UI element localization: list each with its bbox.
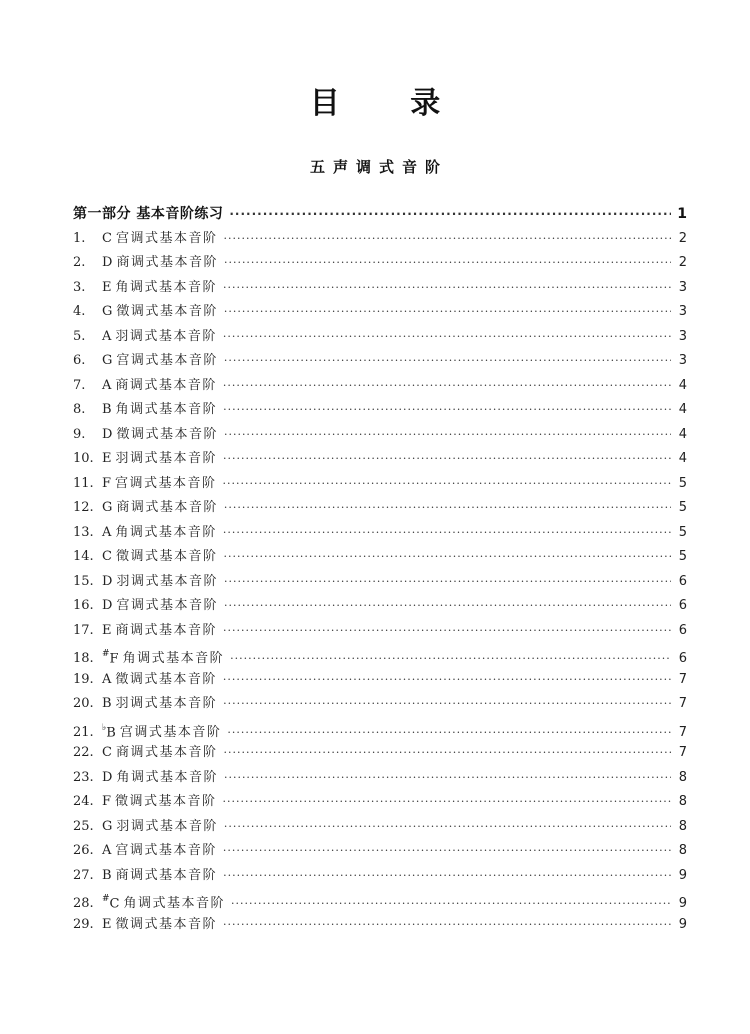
table-of-contents bbox=[73, 202, 687, 937]
toc-entry-number: 15. bbox=[73, 573, 94, 589]
toc-entry-number: 2. bbox=[73, 255, 86, 270]
toc-entry-number: 6. bbox=[73, 353, 86, 368]
toc-entry-label: 宫调式基本音阶 bbox=[119, 724, 222, 740]
key-letter: G bbox=[102, 818, 113, 834]
toc-entry-number: 28. bbox=[73, 896, 94, 912]
toc-entry-page: 8 bbox=[678, 843, 687, 858]
toc-entry-number: 4. bbox=[73, 304, 86, 319]
toc-entry[interactable] bbox=[73, 815, 687, 840]
leader-dots bbox=[224, 496, 671, 521]
key-letter: B bbox=[102, 696, 112, 711]
leader-dots bbox=[223, 398, 671, 423]
toc-entry[interactable] bbox=[73, 790, 687, 815]
toc-entry-label: 角调式基本音阶 bbox=[123, 896, 226, 912]
toc-entry-key bbox=[102, 815, 112, 840]
toc-entry-page: 5 bbox=[678, 524, 687, 540]
toc-entry-label: 宫调式基本音阶 bbox=[115, 843, 217, 858]
leader-dots bbox=[223, 619, 671, 644]
toc-entry[interactable] bbox=[73, 717, 687, 742]
toc-entry[interactable] bbox=[73, 447, 687, 472]
toc-entry-number: 21. bbox=[73, 724, 94, 740]
toc-entry-key bbox=[102, 300, 112, 325]
toc-entry-label: 商调式基本音阶 bbox=[115, 745, 218, 760]
key-letter: G bbox=[102, 500, 113, 515]
toc-entry-label: 徵调式基本音阶 bbox=[115, 549, 218, 564]
toc-entry-key bbox=[102, 423, 112, 448]
toc-entry-page: 3 bbox=[678, 353, 687, 368]
leader-dots bbox=[224, 594, 671, 619]
key-letter: F bbox=[102, 794, 112, 809]
toc-entry-number: 13. bbox=[73, 524, 94, 540]
toc-entry[interactable] bbox=[73, 398, 687, 423]
toc-entry-page: 6 bbox=[678, 598, 687, 613]
leader-dots bbox=[223, 447, 671, 472]
key-letter: B bbox=[102, 867, 112, 883]
toc-entry[interactable] bbox=[73, 668, 687, 693]
toc-entry[interactable] bbox=[73, 325, 687, 350]
toc-entry-key bbox=[102, 864, 112, 889]
toc-entry-page: 7 bbox=[678, 671, 687, 687]
key-letter: E bbox=[102, 916, 112, 932]
key-letter: C bbox=[102, 230, 112, 246]
toc-entry-label: 商调式基本音阶 bbox=[115, 867, 218, 883]
leader-dots bbox=[223, 913, 671, 938]
toc-entry[interactable] bbox=[73, 766, 687, 791]
toc-entry[interactable] bbox=[73, 423, 687, 448]
key-letter: G bbox=[102, 353, 113, 368]
toc-entry[interactable] bbox=[73, 251, 687, 276]
toc-entry-key bbox=[102, 545, 112, 570]
accidental-mark: # bbox=[102, 649, 110, 659]
leader-dots bbox=[223, 521, 671, 546]
toc-entry-page: 5 bbox=[678, 549, 687, 564]
toc-entry-label: 角调式基本音阶 bbox=[122, 651, 225, 667]
toc-entry-label: 羽调式基本音阶 bbox=[115, 696, 218, 711]
toc-entry-page: 3 bbox=[678, 328, 687, 344]
toc-entry-page: 8 bbox=[678, 794, 687, 809]
toc-entry-label: 羽调式基本音阶 bbox=[115, 328, 217, 344]
toc-entry-key bbox=[102, 790, 111, 815]
toc-entry-label: 徵调式基本音阶 bbox=[115, 916, 218, 932]
toc-entry-number: 14. bbox=[73, 549, 94, 564]
key-letter: G bbox=[102, 304, 113, 319]
toc-entry-number: 24. bbox=[73, 794, 94, 809]
toc-entry-number: 26. bbox=[73, 843, 94, 858]
key-letter: B bbox=[102, 402, 112, 417]
leader-dots bbox=[224, 423, 671, 448]
toc-entry-page: 8 bbox=[678, 769, 687, 785]
toc-entry-page: 4 bbox=[678, 402, 687, 417]
leader-dots bbox=[224, 251, 671, 276]
toc-entry[interactable] bbox=[73, 570, 687, 595]
toc-entry-key bbox=[102, 227, 112, 252]
toc-entry-label: 角调式基本音阶 bbox=[115, 524, 217, 540]
key-letter: F bbox=[102, 475, 112, 491]
toc-entry[interactable] bbox=[73, 521, 687, 546]
accidental-mark: ♭ bbox=[102, 722, 107, 733]
toc-entry-page: 7 bbox=[678, 745, 687, 760]
toc-entry-label: 羽调式基本音阶 bbox=[116, 573, 218, 589]
key-letter: A bbox=[102, 524, 112, 540]
toc-entry-page: 9 bbox=[678, 916, 687, 932]
key-letter: D bbox=[102, 573, 113, 589]
toc-entry-label: 徵调式基本音阶 bbox=[116, 426, 218, 442]
toc-entry-key bbox=[102, 570, 112, 595]
key-letter: C bbox=[109, 896, 120, 912]
leader-dots bbox=[223, 864, 671, 889]
toc-entry[interactable] bbox=[73, 741, 687, 766]
toc-entry[interactable] bbox=[73, 864, 687, 889]
toc-entry[interactable] bbox=[73, 349, 687, 374]
toc-entry-page: 3 bbox=[678, 304, 687, 319]
toc-entry-number: 12. bbox=[73, 500, 94, 515]
leader-dots bbox=[223, 472, 671, 497]
toc-entry[interactable] bbox=[73, 594, 687, 619]
toc-entry-label: 商调式基本音阶 bbox=[116, 255, 218, 270]
toc-entry-key bbox=[102, 276, 112, 301]
toc-entry-page: 8 bbox=[678, 818, 687, 834]
toc-entry-page: 4 bbox=[678, 377, 687, 393]
toc-entry-label: 角调式基本音阶 bbox=[116, 769, 218, 785]
toc-entry[interactable] bbox=[73, 643, 687, 668]
toc-entry-page: 5 bbox=[678, 475, 687, 491]
toc-entry-label: 宫调式基本音阶 bbox=[116, 598, 218, 613]
toc-entry-key bbox=[102, 913, 112, 938]
toc-entry[interactable] bbox=[73, 276, 687, 301]
section-subtitle: 五声调式音阶 bbox=[309, 158, 448, 176]
toc-entry[interactable] bbox=[73, 545, 687, 570]
key-letter: A bbox=[102, 328, 112, 344]
toc-entry-number: 16. bbox=[73, 598, 94, 613]
toc-entry-label: 商调式基本音阶 bbox=[115, 377, 217, 393]
key-letter: F bbox=[109, 651, 119, 667]
leader-dots bbox=[223, 692, 671, 717]
toc-entry-number: 17. bbox=[73, 622, 94, 638]
leader-dots bbox=[223, 668, 671, 693]
toc-entry-label: 角调式基本音阶 bbox=[115, 402, 218, 417]
key-letter: D bbox=[102, 598, 113, 613]
toc-entry-key bbox=[102, 594, 112, 619]
toc-entry-number: 9. bbox=[73, 426, 86, 442]
toc-entry-key bbox=[102, 692, 112, 717]
toc-entry-key bbox=[102, 251, 112, 276]
toc-entry-number: 20. bbox=[73, 696, 94, 711]
toc-entry-label: 徵调式基本音阶 bbox=[115, 671, 217, 687]
toc-entry-label: 徵调式基本音阶 bbox=[116, 304, 218, 319]
key-letter: D bbox=[102, 255, 113, 270]
toc-entry-label: 羽调式基本音阶 bbox=[115, 451, 218, 466]
toc-entry-key bbox=[102, 349, 112, 374]
leader-dots bbox=[223, 276, 671, 301]
leader-dots bbox=[223, 839, 671, 864]
toc-entry[interactable] bbox=[73, 913, 687, 938]
toc-entry[interactable] bbox=[73, 619, 687, 644]
toc-entry-label: 宫调式基本音阶 bbox=[116, 353, 218, 368]
key-letter: D bbox=[102, 769, 113, 785]
toc-entry-label: 宫调式基本音阶 bbox=[115, 230, 218, 246]
toc-entry-label: 徵调式基本音阶 bbox=[115, 794, 217, 809]
key-letter: C bbox=[102, 745, 112, 760]
toc-entry-label: 宫调式基本音阶 bbox=[115, 475, 217, 491]
toc-entry-page: 2 bbox=[678, 255, 687, 270]
key-letter: B bbox=[106, 724, 116, 740]
toc-entry-number: 18. bbox=[73, 651, 94, 667]
toc-entry-page: 5 bbox=[678, 500, 687, 515]
leader-dots bbox=[224, 300, 671, 325]
leader-dots bbox=[223, 790, 671, 815]
toc-entry-page: 6 bbox=[678, 651, 687, 667]
toc-entry-number: 11. bbox=[73, 475, 94, 491]
leader-dots bbox=[223, 325, 671, 350]
key-letter: E bbox=[102, 451, 112, 466]
toc-entry-page: 3 bbox=[678, 279, 687, 295]
toc-entry-number: 8. bbox=[73, 402, 86, 417]
toc-entry-page: 4 bbox=[678, 451, 687, 466]
leader-dots bbox=[223, 227, 671, 252]
toc-entry-number: 10. bbox=[73, 451, 94, 466]
toc-entry[interactable] bbox=[73, 472, 687, 497]
leader-dots bbox=[224, 349, 671, 374]
toc-entry-key bbox=[102, 839, 111, 864]
toc-entry-key bbox=[102, 325, 111, 350]
key-letter: E bbox=[102, 622, 112, 638]
toc-entry-page: 6 bbox=[678, 622, 687, 638]
key-letter: C bbox=[102, 549, 112, 564]
leader-dots bbox=[223, 374, 671, 399]
toc-entry-page: 6 bbox=[678, 573, 687, 589]
key-letter: A bbox=[102, 671, 112, 687]
toc-entry-key bbox=[102, 668, 111, 693]
toc-entry-number: 5. bbox=[73, 328, 86, 344]
key-letter: D bbox=[102, 426, 113, 442]
leader-dots bbox=[223, 545, 671, 570]
toc-entry[interactable] bbox=[73, 300, 687, 325]
toc-entry[interactable] bbox=[73, 839, 687, 864]
key-letter: E bbox=[102, 279, 112, 295]
toc-entry-number: 3. bbox=[73, 279, 86, 295]
leader-dots bbox=[224, 766, 671, 791]
toc-entry-page: 7 bbox=[678, 724, 687, 740]
toc-entry-key bbox=[102, 521, 111, 546]
toc-entry-key bbox=[102, 374, 111, 399]
toc-entry-number: 25. bbox=[73, 818, 94, 834]
toc-entry-number: 1. bbox=[73, 230, 86, 246]
toc-entry-number: 27. bbox=[73, 867, 94, 883]
toc-entry-page: 9 bbox=[678, 867, 687, 883]
toc-entry-number: 19. bbox=[73, 671, 94, 687]
toc-entry-key bbox=[102, 398, 112, 423]
toc-entry-label: 商调式基本音阶 bbox=[116, 500, 218, 515]
toc-entry-key bbox=[102, 766, 112, 791]
leader-dots bbox=[224, 815, 671, 840]
toc-entry-page: 4 bbox=[678, 426, 687, 442]
toc-entry-key bbox=[102, 741, 112, 766]
key-letter: A bbox=[102, 377, 112, 393]
toc-entry-number: 23. bbox=[73, 769, 94, 785]
leader-dots bbox=[224, 570, 671, 595]
accidental-mark: # bbox=[102, 894, 110, 904]
toc-entry[interactable] bbox=[73, 888, 687, 913]
toc-entry[interactable] bbox=[73, 496, 687, 521]
toc-entry-page: 9 bbox=[678, 896, 687, 912]
toc-entry[interactable] bbox=[73, 692, 687, 717]
toc-entry-key bbox=[102, 496, 112, 521]
toc-entry-key bbox=[102, 447, 112, 472]
leader-dots bbox=[229, 202, 671, 227]
toc-part-page: 1 bbox=[677, 206, 687, 222]
toc-entry[interactable] bbox=[73, 374, 687, 399]
toc-entry-label: 角调式基本音阶 bbox=[115, 279, 218, 295]
toc-part-heading[interactable] bbox=[73, 202, 687, 227]
toc-entry-number: 7. bbox=[73, 377, 86, 393]
toc-entry-number: 29. bbox=[73, 916, 94, 932]
toc-entry[interactable] bbox=[73, 227, 687, 252]
toc-entry-key bbox=[102, 619, 112, 644]
page-title: 目 录 bbox=[309, 86, 471, 121]
toc-entry-key bbox=[102, 472, 111, 497]
toc-entry-label: 商调式基本音阶 bbox=[115, 622, 218, 638]
toc-entry-page: 2 bbox=[678, 230, 687, 246]
key-letter: A bbox=[102, 843, 112, 858]
toc-entry-number: 22. bbox=[73, 745, 94, 760]
leader-dots bbox=[223, 741, 671, 766]
toc-entry-label: 羽调式基本音阶 bbox=[116, 818, 218, 834]
toc-entry-page: 7 bbox=[678, 696, 687, 711]
toc-part-label: 第一部分 基本音阶练习 bbox=[73, 206, 224, 222]
